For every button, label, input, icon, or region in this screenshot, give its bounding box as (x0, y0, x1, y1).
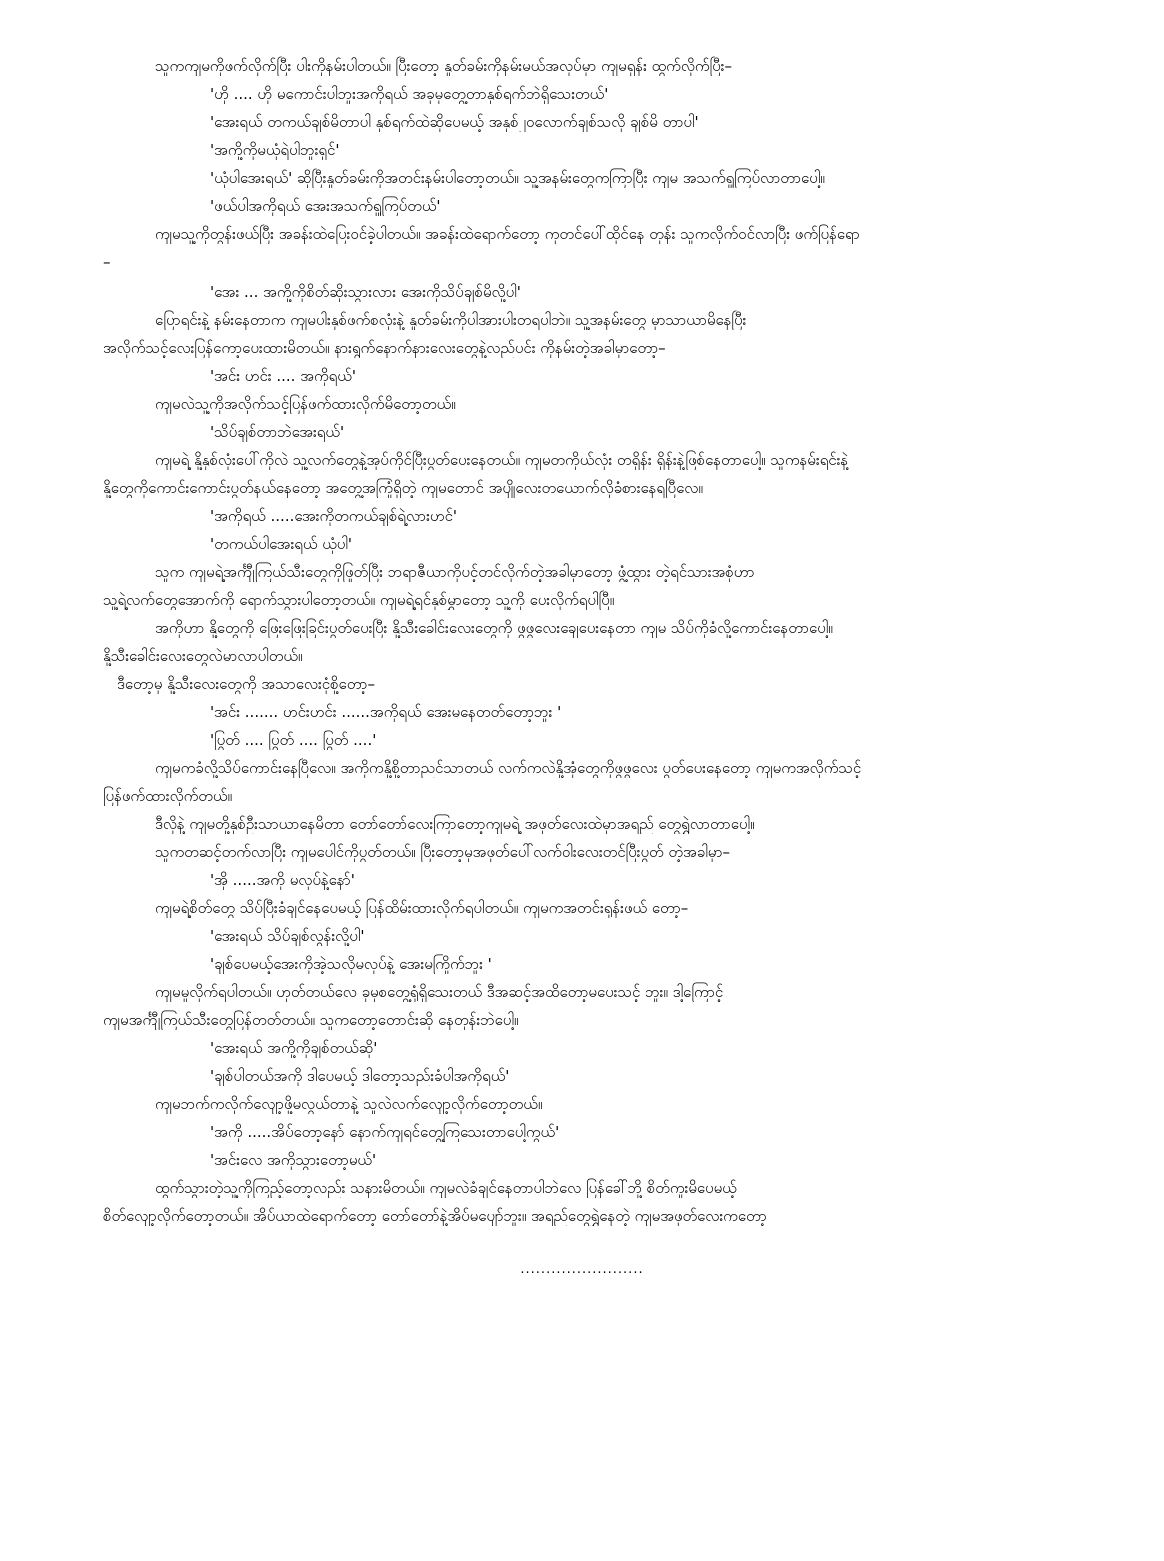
text-line: 'အို .....အကို မလုပ်နဲ့နော်' (210, 871, 355, 889)
text-line: နို့သီးခေါင်းလေးတွေလဲမာလာပါတယ်။ (103, 647, 303, 665)
text-line: 'တကယ်ပါအေးရယ် ယုံပါ' (210, 535, 353, 553)
text-line: ကျမသူ့ကိုတွန်းဖယ်ပြီး အခန်းထဲပြေးဝင်ခဲ့ပါတယ်။ အခန်းထဲရောက်တော့ ကုတင်ပေါ်ထိုင်နေ တုန်း သူကလိုက်ဝင်လာပြီး ဖက်ပြန်ရော (155, 225, 860, 243)
text-line: သူ့ရဲ့လက်တွေအောက်ကို ရောက်သွားပါတော့တယ်။ ကျမရဲ့ရင်နှစ်မွှာတော့ သူ့ကို ပေးလိုက်ရပါပြီ။ (103, 591, 615, 609)
text-line: 'အေးရယ် သိပ်ချစ်လွန်းလို့ပါ' (210, 927, 365, 945)
text-line: 'အင်း ....... ဟင်းဟင်း ......အကိုရယ် အေးမနေတတ်တော့ဘူး ' (210, 703, 562, 721)
text-line: ကျမအင်္ကျီကြယ်သီးတွေပြန်တတ်တယ်။ သူကတော့တောင်းဆို နေတုန်းဘဲပေါ့။ (103, 1011, 519, 1029)
text-line: ကျမလဲသူ့ကိုအလိုက်သင့်ပြန်ဖက်ထားလိုက်မိတော့တယ်။ (155, 395, 456, 413)
text-line: 'အေးရယ် အကို့ကိုချစ်တယ်ဆို' (210, 1039, 378, 1057)
text-line: သူကတဆင့်တက်လာပြီး ကျမပေါင်ကိုပွတ်တယ်။ ပြီးတော့မှအဖုတ်ပေါ်လက်ဝါးလေးတင်ပြီးပွတ် တဲ့အခါမှာ– (155, 843, 731, 861)
text-line: သူက ကျမရဲ့အင်္ကျီကြယ်သီးတွေကိုဖြုတ်ပြီး ဘရာဇီယာကိုပင့်တင်လိုက်တဲ့အခါမှာတော့ ဖွံ့ထွား တဲ့ရင်သားအစုံဟာ (155, 563, 755, 581)
text-line: 'အင်းလေ အကိုသွားတော့မယ်' (210, 1151, 377, 1169)
text-line: ပြောရင်းနဲ့ နမ်းနေတာက ကျမပါးနှစ်ဖက်စလုံးနဲ့ နူတ်ခမ်းကိုပါအားပါးတရပါဘဲ။ သူ့အနမ်းတွေ မှာသာယာမိနေပြီး (155, 311, 747, 329)
text-line: – (103, 253, 111, 271)
text-line: 'ဟို .... ဟို မကောင်းပါဘူးအကိုရယ် အခုမှတွေ့တာနှစ်ရက်ဘဲရှိသေးတယ်' (210, 85, 609, 103)
text-line: 'ဖယ်ပါအကိုရယ် အေးအသက်ရှူကြပ်တယ်' (210, 197, 441, 215)
text-line: 'အကိုရယ် .....အေးကိုတကယ်ချစ်ရဲ့လားဟင်' (210, 507, 458, 525)
text-line: 'အေးရယ် တကယ်ချစ်မိတာပါ နှစ်ရက်ထဲဆိုပေမယ့် အနှစ်၂၀လောက်ချစ်သလို ချစ်မိ တာပါ' (210, 113, 699, 131)
text-line: 'အေး ... အကို့ကိုစိတ်ဆိုးသွားလား အေးကိုသိပ်ချစ်မိလို့ပါ' (210, 283, 521, 301)
text-line: သူကကျမကိုဖက်လိုက်ပြီး ပါးကိုနမ်းပါတယ်။ ပြီးတော့ နူတ်ခမ်းကိုနမ်းမယ်အလုပ်မှာ ကျမရှန်း ထွက်လိုက်ပြီး– (155, 57, 732, 75)
text-line: 'ယုံပါအေးရယ်' ဆိုပြီးနူတ်ခမ်းကိုအတင်းနမ်းပါတော့တယ်။ သူ့အနမ်းတွေကကြာပြီး ကျမ အသက်ရှူကြပ်လာတာပေါ့။ (210, 169, 825, 187)
text-line: 'အင်း ဟင်း .... အကိုရယ်' (210, 367, 356, 385)
text-line: ကျမမူလိုက်ရပါတယ်။ ဟုတ်တယ်လေ ခုမှစတွေ့ရုံရှိသေးတယ် ဒီအဆင့်အထိတော့မပေးသင့် ဘူး။ ဒါ့ကြောင့် (155, 983, 724, 1001)
text-line: အလိုက်သင့်လေးပြန်ကော့ပေးထားမိတယ်။ နားရွက်နောက်နားလေးတွေနဲ့လည်ပင်း ကိုနမ်းတဲ့အခါမှာတော့– (103, 339, 666, 357)
text-line: 'ပြွတ် .... ပြွတ် .... ပြွတ် ....' (210, 731, 377, 749)
text-line: 'သိပ်ချစ်တာဘဲအေးရယ်' (210, 423, 345, 441)
text-line: 'ချစ်ပေမယ့်အေးကိုအဲ့သလိုမလုပ်နဲ့ အေးမကြိုက်ဘူး ' (210, 955, 492, 973)
text-line: 'အကို .....အိပ်တော့နော် နောက်ကျရင်တွေ့ကြသေးတာပေါ့ကွယ်' (210, 1123, 560, 1141)
text-line: ကျမကခံလို့သိပ်ကောင်းနေပြီလေ။ အကိုကနို့စို့တာညင်သာတယ် လက်ကလဲနို့အုံတွေကိုဖွဖွလေး ပွတ်ပေးနေတော့ ကျမကအလိုက်သင့် (155, 759, 862, 777)
text-line: ကျမဘက်ကလိုက်လျော့ဖို့မလွယ်တာနဲ့ သူလဲလက်လျော့လိုက်တော့တယ်။ (155, 1095, 543, 1113)
text-line: 'ချစ်ပါတယ်အကို ဒါပေမယ့် ဒါတော့သည်းခံပါအကိုရယ်' (210, 1067, 510, 1085)
text-line: ကျမရဲ့စိတ်တွေ သိပ်ပြီးခံချင်နေပေမယ့် ပြန်ထိမ်းထားလိုက်ရပါတယ်။ ကျမကအတင်းရုန်းဖယ် တော့– (155, 899, 689, 917)
text-line: နို့တွေကိုကောင်းကောင်းပွတ်နယ်နေတော့ အတွေ့အကြုံရှိတဲ့ ကျမတောင် အပျိုလေးတယောက်လိုခံစားနေရပြီလေ။ (103, 479, 703, 497)
text-line: ထွက်သွားတဲ့သူ့ကိုကြည့်တော့လည်း သနားမိတယ်။ ကျမလဲခံချင်နေတာပါဘဲလေ ပြန်ခေါ်ဘို့ စိတ်ကူးမိပေမယ့် (155, 1179, 737, 1197)
text-line: ဒီလိုနဲ့ ကျမတို့နှစ်ဦးသာယာနေမိတာ တော်တော်လေးကြာတော့ကျမရဲ့ အဖုတ်လေးထဲမှာအရည် တွေရွှဲလာတာပေါ့။ (155, 815, 755, 833)
text-line: ဒီတော့မှ နို့သီးလေးတွေကို အသာလေးငုံစို့တော့– (117, 675, 375, 693)
text-line: 'အကို့ကိုမယုံရဲပါဘူးရှင်' (210, 141, 340, 159)
section-end-dots: ........................ (520, 1262, 644, 1277)
text-line: အကိုဟာ နို့တွေကို ဖြေးဖြေးခြင်းပွတ်ပေးပြီး နို့သီးခေါင်းလေးတွေကို ဖွဖွလေးချေပေးနေတာ ကျမ သိပ်ကိုခံလို့ကောင်းနေတာပေါ့။ (155, 619, 833, 637)
text-line: ကျမရဲ့ နို့နှစ်လုံးပေါ်ကိုလဲ သူ့လက်တွေနဲ့အုပ်ကိုင်ပြီးပွတ်ပေးနေတယ်။ ကျမတကိုယ်လုံး တရှိန်း ရှိန်းနဲ့ဖြစ်နေတာပေါ့။ သူကနမ်းရင်းနဲ့ (155, 451, 849, 469)
text-line: ပြန်ဖက်ထားလိုက်တယ်။ (103, 787, 233, 805)
text-line: စိတ်လျော့လိုက်တော့တယ်။ အိပ်ယာထဲရောက်တော့ တော်တော်နဲ့အိပ်မပျော်ဘူး။ အရည်တွေရွှဲနေတဲ့ ကျမအဖုတ်လေးကတော့ (103, 1207, 767, 1225)
